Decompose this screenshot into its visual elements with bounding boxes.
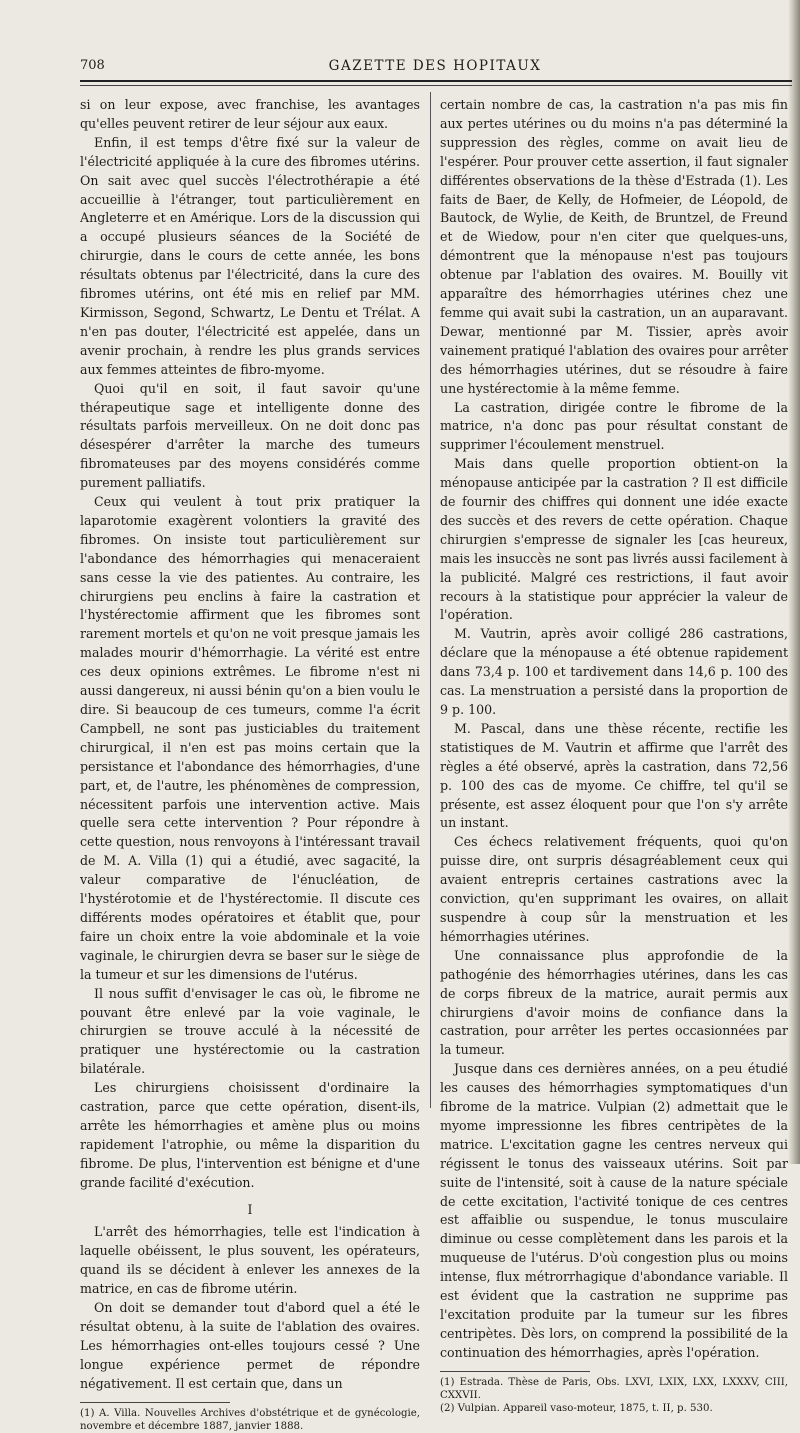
footnote-rule xyxy=(80,1402,230,1403)
page-header xyxy=(80,58,790,78)
paragraph: si on leur expose, avec franchise, les avantages qu'elles peuvent retirer de leur séjour aux eaux. xyxy=(80,97,420,131)
right-column xyxy=(440,96,788,1415)
footnote: (2) Vulpian. Appareil vaso-moteur, 1875, t. II, p. 530. xyxy=(440,1402,713,1414)
page-number: 708 xyxy=(80,58,105,73)
paragraph: L'arrêt des hémorrhagies, telle est l'indication à laquelle obéissent, le plus souvent, les opérateurs, quand ils se décident à enlever les annexes de la matrice, en cas de fibrome utérin. xyxy=(80,1224,420,1297)
paragraph: Ceux qui veulent à tout prix pratiquer la laparotomie exagèrent volontiers la gravité des fibromes. On insiste tout particulièrement sur l'abondance des hémorrhagies qui menaceraient sans cesse la vie des patientes. Au contraire, les chirurgiens peu enclins à faire la castration et l'hystérectomie affirment que les fibromes sont rarement mortels et qu'on ne voit presque jamais les malades mourir d'hémorrhagie. La vérité est entre ces deux opinions extrêmes. Le fibrome n'est ni aussi dangereux, ni aussi bénin qu'on a bien voulu le dire. Si beaucoup de ces tumeurs, comme l'a écrit Campbell, ne sont pas justiciables du traitement chirurgical, il n'en est pas moins certain que la persistance et l'abondance des hémorrhagies, d'une part, et, de l'autre, les phénomènes de compression, nécessitent parfois une intervention active. Mais quelle sera cette intervention ? Pour répondre à cette question, nous renvoyons à l'intéressant travail de M. A. Villa (1) qui a étudié, avec sagacité, la valeur comparative de l'énucléation, de l'hystérotomie et de l'hystérectomie. Il discute ces différents modes opératoires et établit que, pour faire un choix entre la voie abdominale et la voie vaginale, le chirurgien devra se baser sur le siège de la tumeur et sur les dimensions de l'utérus. xyxy=(80,494,420,982)
footnote: (1) Estrada. Thèse de Paris, Obs. LXVI, LXIX, LXX, LXXXV, CIII, CXXVII. xyxy=(440,1376,788,1401)
footnote-rule xyxy=(440,1371,590,1372)
paragraph: Quoi qu'il en soit, il faut savoir qu'une thérapeutique sage et intelligente donne des résultats parfois merveilleux. On ne doit donc pas désespérer d'arrêter la marche des tumeurs fibromateuses par des moyens considérés comme purement palliatifs. xyxy=(80,380,420,491)
paragraph: Une connaissance plus approfondie de la pathogénie des hémorrhagies utérines, dans les cas de corps fibreux de la matrice, aurait permis aux chirurgiens d'avoir moins de confiance dans la castration, pour arrêter les pertes occasionnées par la tumeur. xyxy=(440,947,788,1058)
paragraph: M. Vautrin, après avoir colligé 286 castrations, déclare que la ménopause a été obtenue rapidement dans 73,4 p. 100 et tardivement dans 14,6 p. 100 des cas. La menstruation a persisté dans la proportion de 9 p. 100. xyxy=(440,626,788,717)
footnote: (1) A. Villa. Nouvelles Archives d'obstétrique et de gynécologie, novembre et décembre 1887, janvier 1888. xyxy=(80,1407,420,1432)
paragraph: certain nombre de cas, la castration n'a pas mis fin aux pertes utérines ou du moins n'a pas déterminé la suppression des règles, comme on avait lieu de l'espérer. Pour prouver cette assertion, il faut signaler différentes observations de la thèse d'Estrada (1). Les faits de Baer, de Kelly, de Hofmeier, de Léopold, de Bautock, de Wylie, de Keith, de Bruntzel, de Freund et de Wiedow, pour n'en citer que quelques-uns, démontrent que la ménopause n'est pas toujours obtenue par l'ablation des ovaires. M. Bouilly vit apparaître des hémorrhagies utérines chez une femme qui avait subi la castration, un an auparavant. Dewar, mentionné par M. Tissier, après avoir vainement pratiqué l'ablation des ovaires pour arrêter des hémorrhagies utérines, dut se résoudre à faire une hystérectomie à la même femme. xyxy=(440,97,788,396)
paragraph: Jusque dans ces dernières années, on a peu étudié les causes des hémorrhagies symptomatiques d'un fibrome de la matrice. Vulpian (2) admettait que le myome impressionne les fibres centripètes de la matrice. L'excitation gagne les centres nerveux qui régissent le tonus des vaisseaux utérins. Soit par suite de l'intensité, soit à cause de la nature spéciale de cette excitation, l'activité tonique de ces centres est affaiblie ou suspendue, le tonus musculaire diminue ou cesse complètement dans les parois et la muqueuse de l'utérus. D'où congestion plus ou moins intense, flux métrorrhagique d'abondance variable. Il est évident que la castration ne supprime pas l'excitation produite par la tumeur sur les fibres centripètes. Dès lors, on comprend la possibilité de la continuation des hémorrhagies, après l'opération. xyxy=(440,1061,788,1360)
paragraph: Mais dans quelle proportion obtient-on la ménopause anticipée par la castration ? Il est difficile de fournir des chiffres qui donnent une idée exacte des succès et des revers de cette opération. Chaque chirurgien s'empresse de signaler les [cas heureux, mais les insuccès ne sont pas livrés aussi facilement à la publicité. Malgré ces restrictions, il faut avoir recours à la statistique pour apprécier la valeur de l'opération. xyxy=(440,456,788,623)
section-number: I xyxy=(247,1201,253,1217)
paragraph: M. Pascal, dans une thèse récente, rectifie les statistiques de M. Vautrin et affirme que l'arrêt des règles a été observé, après la castration, dans 72,56 p. 100 des cas de myome. Ce chiffre, tel qu'il se présente, est assez éloquent pour que l'on s'y arrête un instant. xyxy=(440,720,788,831)
paragraph: La castration, dirigée contre le fibrome de la matrice, n'a donc pas pour résultat constant de supprimer l'écoulement menstruel. xyxy=(440,399,788,453)
paragraph: Les chirurgiens choisissent d'ordinaire la castration, parce que cette opération, disent-ils, arrête les hémorrhagies et amène plus ou moins rapidement l'atrophie, ou même la disparition du fibrome. De plus, l'intervention est bénigne et d'une grande facilité d'exécution. xyxy=(80,1080,420,1190)
page-edge-shadow xyxy=(788,0,800,1164)
paragraph: Enfin, il est temps d'être fixé sur la valeur de l'électricité appliquée à la cure des fibromes utérins. On sait avec quel succès l'électrothérapie a été accueillie à l'étranger, tout particulièrement en Angleterre et en Amérique. Lors de la discussion qui a occupé plusieurs séances de la Société de chirurgie, dans le cours de cette année, les bons résultats obtenus par l'électricité, dans la cure des fibromes utérins, ont été mis en relief par MM. Kirmisson, Segond, Schwartz, Le Dentu et Trélat. A n'en pas douter, l'électricité est appelée, dans un avenir prochain, à rendre les plus grands services aux femmes atteintes de fibro-myome. xyxy=(80,134,420,377)
header-rule-thin xyxy=(80,85,792,86)
journal-title: GAZETTE DES HOPITAUX xyxy=(328,58,542,74)
column-divider xyxy=(430,92,431,1108)
paragraph: Il nous suffit d'envisager le cas où, le fibrome ne pouvant être enlevé par la voie vaginale, le chirurgien se trouve acculé à la nécessité de pratiquer une hystérectomie ou la castration bilatérale. xyxy=(80,985,420,1077)
paragraph: On doit se demander tout d'abord quel a été le résultat obtenu, à la suite de l'ablation des ovaires. Les hémorrhagies ont-elles toujours cessé ? Une longue expérience permet de répondre négativement. Il est certain que, dans un xyxy=(80,1300,420,1391)
header-rule-thick xyxy=(80,80,792,82)
paragraph: Ces échecs relativement fréquents, quoi qu'on puisse dire, ont surpris désagréablement ceux qui avaient entrepris certaines castrations avec la conviction, qu'en supprimant les ovaires, on allait suspendre à coup sûr la menstruation et les hémorrhagies utérines. xyxy=(440,834,788,944)
left-column xyxy=(80,96,420,1433)
